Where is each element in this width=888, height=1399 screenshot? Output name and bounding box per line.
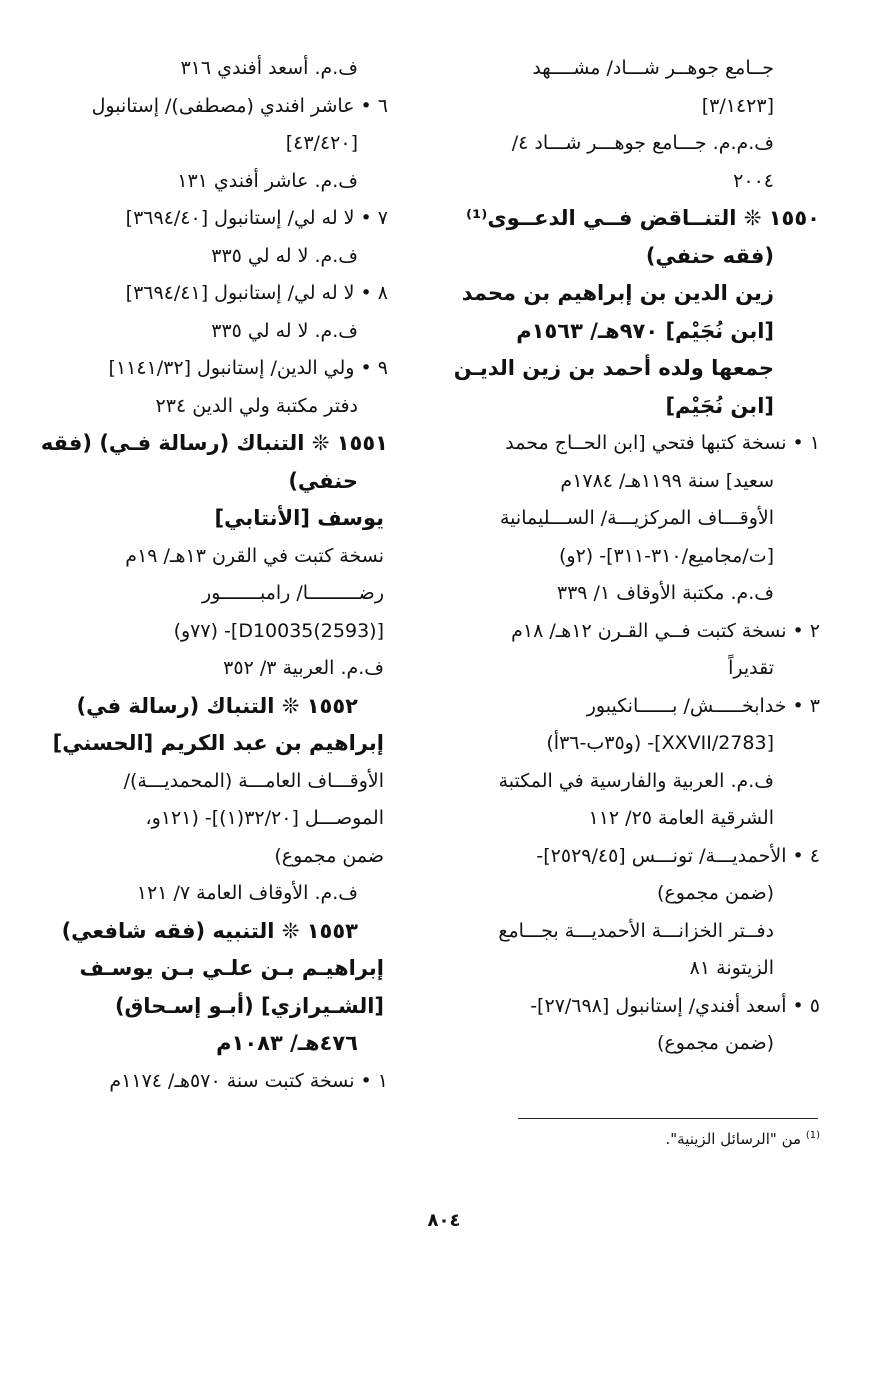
text-line: دفتر مكتبة ولي الدين ٢٣٤ bbox=[155, 394, 358, 417]
text-line: ١٥٥١ ❊ التنباك (رسالة فـي) (فقه bbox=[40, 431, 388, 455]
text-line: [الشـيرازي] (أبـو إسـحاق) bbox=[114, 993, 384, 1018]
footnote-text: من "الرسائل الزينية". bbox=[665, 1130, 802, 1148]
text-line: ٩ • ولي الدين/ إستانبول [١١٤١/٣٢] bbox=[108, 357, 388, 379]
footnote-marker: (1) bbox=[805, 1130, 820, 1141]
text-line: ف.م. لا له لي ٣٣٥ bbox=[211, 244, 358, 267]
text-line: إبراهيـم بـن علـي بـن يوسـف bbox=[79, 956, 384, 980]
text-line: ف.م. أسعد أفندي ٣١٦ bbox=[180, 57, 358, 79]
page-number: ٨٠٤ bbox=[427, 1210, 461, 1231]
text-line: [ت/مجاميع/٣١٠-٣١١]- (٢و) bbox=[558, 544, 774, 567]
text-line: ٤ • الأحمديـــة/ تونـــس [٢٥٢٩/٤٥]- bbox=[536, 844, 820, 867]
text-line: دفــتر الخزانـــة الأحمديـــة بجـــامع bbox=[498, 919, 774, 942]
text-line: ١ • نسخة كتبها فتحي [ابن الحــاج محمد bbox=[505, 432, 820, 454]
text-line: جمعها ولده أحمد بن زين الديـن bbox=[453, 356, 774, 380]
text-line: ٦ • عاشر افندي (مصطفى)/ إستانبول bbox=[91, 94, 388, 117]
text-line: ١٥٥٠ ❊ التنــاقض فــي الدعــوى⁽¹⁾ bbox=[466, 206, 820, 230]
text-line: سعيد] سنة ١١٩٩هـ/ ١٧٨٤م bbox=[560, 469, 774, 492]
text-line: (ضمن مجموع) bbox=[656, 1032, 774, 1054]
text-line: جــامع جوهــر شـــاد/ مشــــهد bbox=[532, 57, 774, 79]
text-line: رضـــــــــا/ رامبـــــــور bbox=[202, 582, 384, 604]
text-line: ضمن مجموع) bbox=[274, 844, 384, 867]
text-line: (ضمن مجموع) bbox=[656, 882, 774, 904]
text-line: [٣/١٤٢٣] bbox=[701, 94, 774, 117]
text-line: ٢٠٠٤ bbox=[733, 169, 774, 192]
text-line: ١٥٥٢ ❊ التنباك (رسالة في) bbox=[76, 693, 358, 718]
text-line: ف.م. لا له لي ٣٣٥ bbox=[211, 319, 358, 342]
text-line: (فقه حنفي) bbox=[645, 243, 774, 268]
text-line: ف.م.م. جـــامع جوهـــر شـــاد ٤/ bbox=[511, 132, 774, 154]
text-line: تقديراً bbox=[728, 657, 774, 679]
text-line: زين الدين بن إبراهيم بن محمد bbox=[461, 281, 774, 305]
text-line: ف.م. مكتبة الأوقاف ١/ ٣٣٩ bbox=[556, 582, 774, 604]
text-line: حنفي) bbox=[288, 468, 358, 493]
text-line: ١ • نسخة كتبت سنة ٥٧٠هـ/ ١١٧٤م bbox=[109, 1069, 388, 1092]
right-column bbox=[453, 50, 820, 1063]
text-line: [ابن نُجَيْم] ٩٧٠هـ/ ١٥٦٣م bbox=[516, 318, 774, 343]
footnote bbox=[490, 1130, 820, 1148]
text-line: ٨ • لا له لي/ إستانبول [٣٦٩٤/٤١] bbox=[125, 282, 388, 304]
left-column bbox=[40, 50, 388, 1100]
text-line: ٧ • لا له لي/ إستانبول [٣٦٩٤/٤٠] bbox=[125, 207, 388, 229]
text-line: ١٥٥٣ ❊ التنبيه (فقه شافعي) bbox=[61, 918, 358, 943]
text-line: الموصـــل [٣٢/٢٠(١)]- (١٢١و، bbox=[145, 807, 384, 829]
text-line: ف.م. الأوقاف العامة ٧/ ١٢١ bbox=[136, 882, 358, 904]
text-line: ٣ • خدابخـــــش/ بــــــانكيبور bbox=[586, 694, 820, 717]
text-line: [2783/XXVII]- (و٣٥ب-٣٦أ) bbox=[546, 732, 774, 754]
text-line: الزيتونة ٨١ bbox=[689, 957, 774, 979]
text-line: ٥ • أسعد أفندي/ إستانبول [٢٧/٦٩٨]- bbox=[530, 994, 820, 1017]
text-line: يوسف [الأنتابي] bbox=[214, 506, 384, 530]
text-line: ٢ • نسخة كتبت فــي القـرن ١٢هـ/ ١٨م bbox=[511, 619, 820, 642]
text-line: ف.م. العربية ٣/ ٣٥٢ bbox=[223, 657, 384, 679]
text-line: [ابن نُجَيْم] bbox=[665, 393, 774, 418]
text-line: [D10035(2593)]- (٧٧و) bbox=[173, 619, 384, 642]
text-line: ف.م. العربية والفارسية في المكتبة bbox=[498, 769, 774, 792]
text-line: إبراهيم بن عبد الكريم [الحسني] bbox=[52, 731, 384, 755]
footnote-separator bbox=[518, 1118, 818, 1119]
text-line: [٤٣/٤٢٠] bbox=[285, 132, 358, 154]
text-line: ٤٧٦هـ/ ١٠٨٣م bbox=[216, 1031, 358, 1055]
text-line: الشرقية العامة ٢٥/ ١١٢ bbox=[588, 807, 774, 829]
text-line: نسخة كتبت في القرن ١٣هـ/ ١٩م bbox=[125, 544, 384, 567]
text-line: الأوقـــاف العامـــة (المحمديـــة)/ bbox=[123, 769, 384, 792]
text-line: ف.م. عاشر أفندي ١٣١ bbox=[177, 169, 358, 192]
text-line: الأوقـــاف المركزيـــة/ الســـليمانية bbox=[500, 507, 774, 529]
